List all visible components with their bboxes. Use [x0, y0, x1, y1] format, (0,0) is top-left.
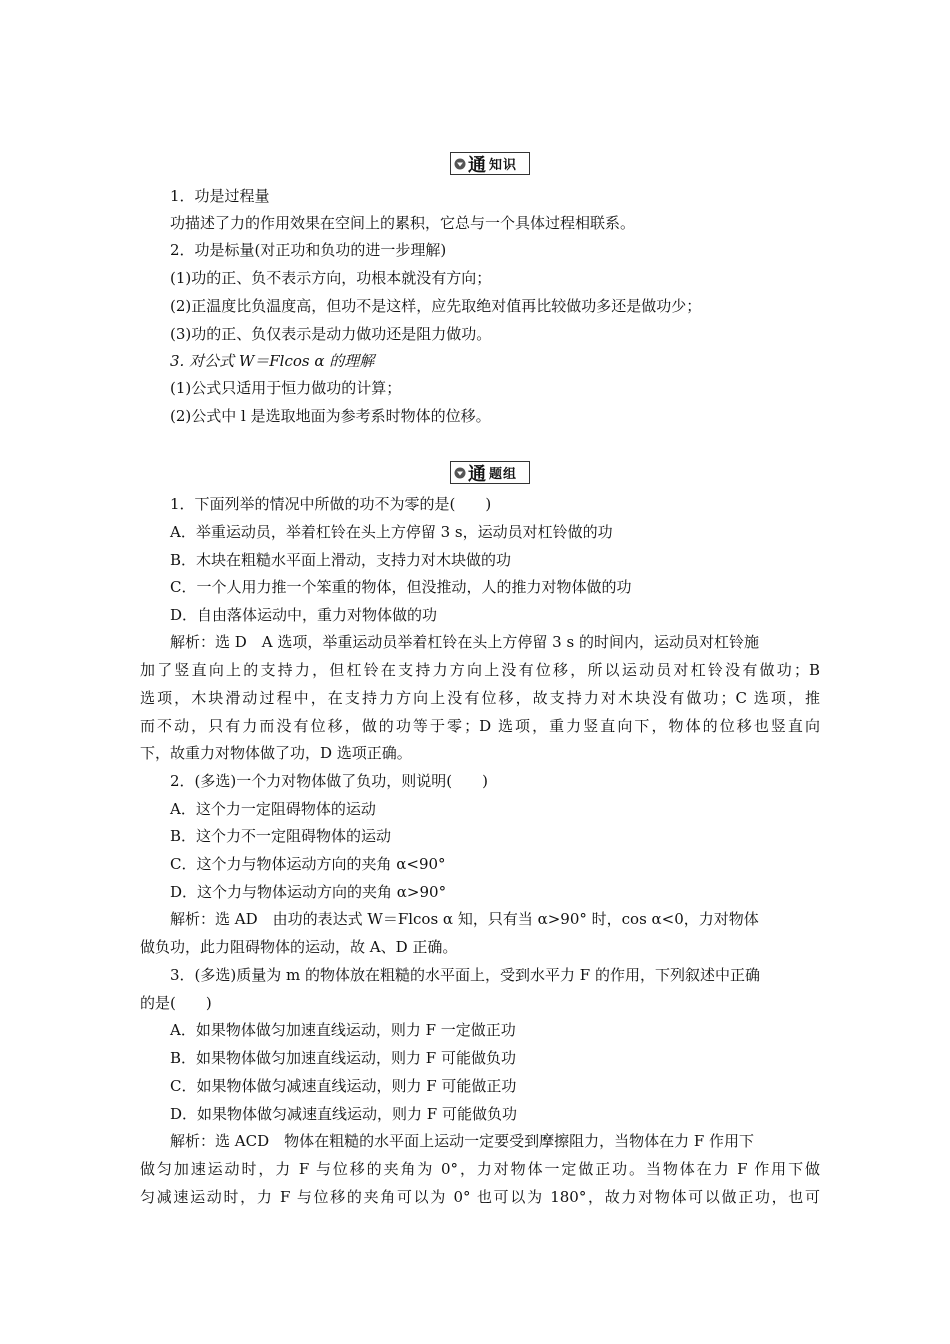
analysis-line: 选项，木块滑动过程中，在支持力方向上没有位移，故支持力对木块没有做功；C 选项，推	[140, 689, 820, 707]
question-stem: 的是( )	[140, 994, 212, 1012]
badge-label: 知识	[489, 158, 518, 173]
knowledge-line: 3. 对公式 W＝Flcos α 的理解	[170, 352, 375, 370]
analysis-line: 匀减速运动时，力 F 与位移的夹角可以为 0° 也可以为 180°，故力对物体可以做正功，也可	[140, 1188, 820, 1206]
knowledge-line: (2)正温度比负温度高，但功不是这样，应先取绝对值再比较做功多还是做功少；	[170, 297, 702, 315]
question-stem: 2．(多选)一个力对物体做了负功，则说明( )	[170, 772, 488, 790]
down-arrow-icon	[453, 466, 467, 480]
question-option: A．这个力一定阻碍物体的运动	[170, 800, 376, 818]
question-option: B．这个力不一定阻碍物体的运动	[170, 827, 392, 845]
knowledge-line: 功描述了力的作用效果在空间上的累积，它总与一个具体过程相联系。	[170, 214, 636, 232]
analysis-line: 解析：选 ACD 物体在粗糙的水平面上运动一定要受到摩擦阻力，当物体在力 F 作用下	[170, 1132, 755, 1150]
analysis-line: 解析：选 D A 选项，举重运动员举着杠铃在头上方停留 3 s 的时间内，运动员对杠铃施	[170, 633, 759, 651]
badge-label: 题组	[489, 467, 518, 482]
question-option: D．自由落体运动中，重力对物体做的功	[170, 606, 438, 624]
badge-big-char: 通	[468, 154, 486, 176]
question-option: A．举重运动员，举着杠铃在头上方停留 3 s，运动员对杠铃做的功	[170, 523, 613, 541]
down-arrow-icon	[453, 157, 467, 171]
question-option: C．这个力与物体运动方向的夹角 α<90°	[170, 855, 446, 873]
analysis-line: 而不动，只有力而没有位移，做的功等于零；D 选项，重力竖直向下，物体的位移也竖直向	[140, 717, 820, 735]
question-option: D．如果物体做匀减速直线运动，则力 F 可能做负功	[170, 1105, 517, 1123]
section-badge-exercises	[450, 461, 530, 484]
question-stem: 1．下面列举的情况中所做的功不为零的是( )	[170, 495, 492, 513]
question-option: B．如果物体做匀加速直线运动，则力 F 可能做负功	[170, 1049, 516, 1067]
question-option: B．木块在粗糙水平面上滑动，支持力对木块做的功	[170, 551, 512, 569]
analysis-line: 做负功，此力阻碍物体的运动，故 A、D 正确。	[140, 938, 458, 956]
knowledge-line: 1．功是过程量	[170, 187, 270, 205]
analysis-line: 做匀加速运动时，力 F 与位移的夹角为 0°，力对物体一定做正功。当物体在力 F 作用下做	[140, 1160, 820, 1178]
badge-big-char: 通	[468, 463, 486, 485]
question-option: C．一个人用力推一个笨重的物体，但没推动，人的推力对物体做的功	[170, 578, 632, 596]
knowledge-line: (2)公式中 l 是选取地面为参考系时物体的位移。	[170, 407, 491, 425]
section-badge-knowledge	[450, 152, 530, 175]
knowledge-line: (3)功的正、负仅表示是动力做功还是阻力做功。	[170, 325, 492, 343]
knowledge-line: (1)公式只适用于恒力做功的计算；	[170, 379, 402, 397]
question-option: A．如果物体做匀加速直线运动，则力 F 一定做正功	[170, 1021, 516, 1039]
knowledge-line: 2．功是标量(对正功和负功的进一步理解)	[170, 241, 447, 259]
analysis-line: 解析：选 AD 由功的表达式 W＝Flcos α 知，只有当 α>90° 时，cos α<0，力对物体	[170, 910, 759, 928]
question-option: D．这个力与物体运动方向的夹角 α>90°	[170, 883, 447, 901]
knowledge-line: (1)功的正、负不表示方向，功根本就没有方向；	[170, 269, 492, 287]
question-option: C．如果物体做匀减速直线运动，则力 F 可能做正功	[170, 1077, 517, 1095]
question-stem: 3．(多选)质量为 m 的物体放在粗糙的水平面上，受到水平力 F 的作用，下列叙述中正确	[170, 966, 760, 984]
analysis-line: 加了竖直向上的支持力，但杠铃在支持力方向上没有位移，所以运动员对杠铃没有做功；B	[140, 661, 820, 679]
analysis-line: 下，故重力对物体做了功，D 选项正确。	[140, 744, 412, 762]
